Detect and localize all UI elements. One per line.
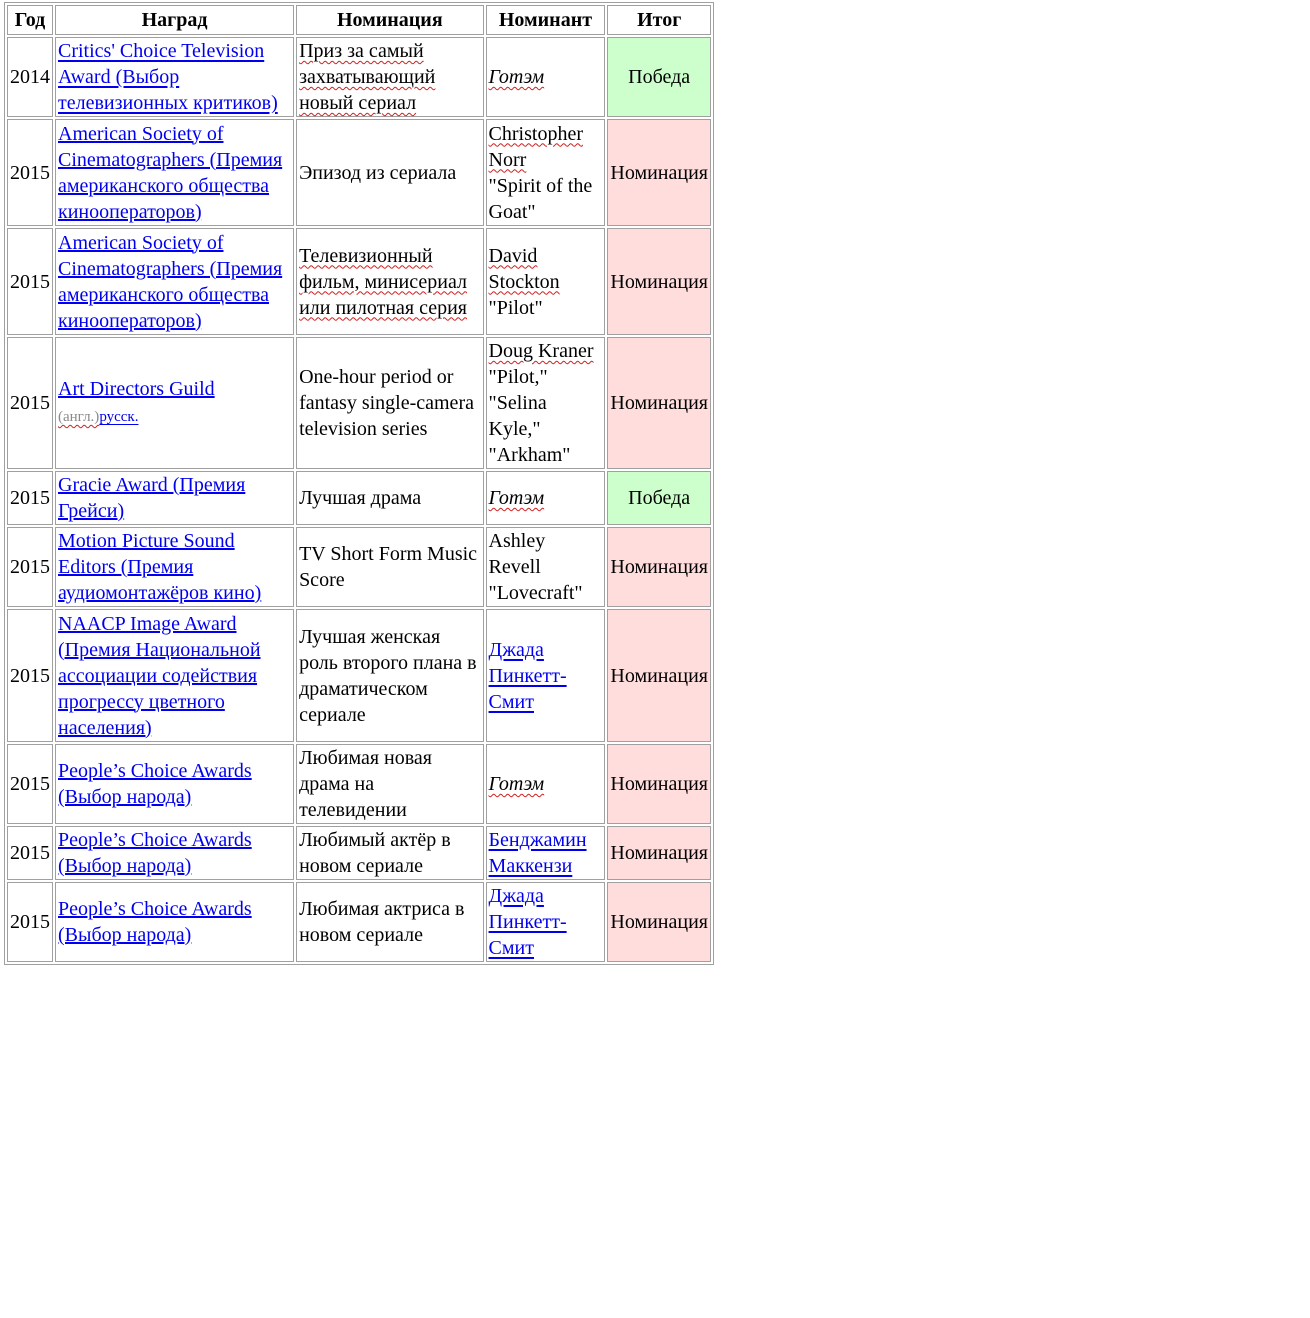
nominee-work: "Pilot" — [488, 296, 543, 319]
cell-nominee — [486, 228, 606, 335]
cell-year: 2015 — [7, 826, 53, 880]
table-row — [7, 228, 711, 335]
cell-nominee — [486, 882, 606, 962]
awards-table — [4, 2, 714, 965]
cell-nominee — [486, 744, 606, 824]
cell-category — [296, 37, 483, 117]
table-row — [7, 609, 711, 742]
cell-award — [55, 609, 294, 742]
cell-award — [55, 527, 294, 607]
cell-result: Номинация — [607, 826, 711, 880]
award-link[interactable]: People’s Choice Awards (Выбор народа) — [58, 898, 252, 946]
cell-category: Любимый актёр в новом сериале — [296, 826, 483, 880]
table-row — [7, 37, 711, 117]
nominee-title: Готэм — [488, 487, 545, 509]
award-link[interactable]: People’s Choice Awards (Выбор народа) — [58, 760, 252, 808]
nominee-link[interactable]: Джада Пинкетт-Смит — [488, 638, 567, 713]
nominee-work: "Spirit of the Goat" — [488, 174, 593, 223]
nominee-name: David Stockton — [488, 244, 560, 293]
award-link[interactable]: NAACP Image Award (Премия Национальной ассоциации содействия прогрессу цветного населения) — [58, 612, 261, 739]
cell-year: 2015 — [7, 609, 53, 742]
cell-category: Лучшая женская роль второго плана в драматическом сериале — [296, 609, 483, 742]
cell-result: Номинация — [607, 882, 711, 962]
nominee-work: "Lovecraft" — [488, 582, 583, 604]
cell-award — [55, 228, 294, 335]
award-link[interactable]: American Society of Cinematographers (Премия американского общества кинооператоров) — [58, 122, 283, 223]
cell-category: Любимая новая драма на телевидении — [296, 744, 483, 824]
table-row — [7, 527, 711, 607]
award-link[interactable]: Motion Picture Sound Editors (Премия аудиомонтажёров кино) — [58, 530, 262, 604]
cell-year: 2015 — [7, 119, 53, 226]
cell-nominee — [486, 119, 606, 226]
award-link[interactable]: Art Directors Guild — [58, 378, 215, 400]
header-nominee[interactable]: Номинант — [486, 5, 606, 35]
award-link[interactable]: American Society of Cinematographers (Премия американского общества кинооператоров) — [58, 231, 283, 332]
cell-nominee — [486, 609, 606, 742]
cell-award — [55, 826, 294, 880]
cell-award — [55, 119, 294, 226]
cell-year: 2015 — [7, 471, 53, 525]
cell-result: Номинация — [607, 119, 711, 226]
cell-category: One-hour period or fantasy single-camera television series — [296, 337, 483, 469]
cell-award — [55, 744, 294, 824]
header-row — [7, 5, 711, 35]
nominee-link[interactable]: Джада Пинкетт-Смит — [488, 885, 567, 959]
cell-year: 2015 — [7, 882, 53, 962]
cell-nominee — [486, 337, 606, 469]
table-row — [7, 826, 711, 880]
header-year[interactable]: Год — [7, 5, 53, 35]
table-row — [7, 744, 711, 824]
cell-category: Любимая актриса в новом сериале — [296, 882, 483, 962]
cell-result: Номинация — [607, 609, 711, 742]
award-link[interactable]: People’s Choice Awards (Выбор народа) — [58, 829, 252, 877]
award-link[interactable]: Critics' Choice Television Award (Выбор телевизионных критиков) — [58, 40, 278, 114]
ru-link[interactable]: русск. — [99, 409, 139, 425]
cell-category: Лучшая драма — [296, 471, 483, 525]
table-row — [7, 337, 711, 469]
cell-year: 2015 — [7, 744, 53, 824]
table-row — [7, 119, 711, 226]
nominee-title: Готэм — [488, 773, 545, 795]
lang-tag: (англ.) — [58, 409, 100, 425]
cell-result: Номинация — [607, 228, 711, 335]
nominee-name: Ashley Revell — [488, 530, 546, 578]
nominee-work: "Pilot," "Selina Kyle," "Arkham" — [488, 366, 571, 466]
cell-award — [55, 337, 294, 469]
table-row — [7, 882, 711, 962]
cell-award — [55, 37, 294, 117]
cell-result: Победа — [607, 37, 711, 117]
cell-nominee — [486, 527, 606, 607]
nominee-link[interactable]: Бенджамин Маккензи — [488, 829, 587, 877]
cell-award — [55, 882, 294, 962]
nominee-title: Готэм — [488, 66, 545, 88]
nominee-name: Doug Kraner — [488, 340, 594, 362]
award-link[interactable]: Gracie Award (Премия Грейси) — [58, 474, 246, 522]
cell-nominee — [486, 826, 606, 880]
cell-category: Эпизод из сериала — [296, 119, 483, 226]
cell-year: 2015 — [7, 527, 53, 607]
cell-year: 2015 — [7, 228, 53, 335]
cell-category — [296, 228, 483, 335]
header-result[interactable]: Итог — [607, 5, 711, 35]
cell-result: Номинация — [607, 337, 711, 469]
table-viewport — [0, 0, 714, 959]
category-text: Приз за самый захватывающий новый сериал — [299, 40, 436, 114]
cell-result: Номинация — [607, 527, 711, 607]
table-row — [7, 471, 711, 525]
nominee-name: Christopher Norr — [488, 122, 583, 171]
cell-year: 2014 — [7, 37, 53, 117]
cell-result: Номинация — [607, 744, 711, 824]
cell-result: Победа — [607, 471, 711, 525]
cell-year: 2015 — [7, 337, 53, 469]
cell-award — [55, 471, 294, 525]
header-category[interactable]: Номинация — [296, 5, 483, 35]
cell-nominee — [486, 37, 606, 117]
cell-category: TV Short Form Music Score — [296, 527, 483, 607]
category-text: Телевизионный фильм, минисериал или пилотная серия — [299, 244, 467, 319]
cell-nominee — [486, 471, 606, 525]
header-award[interactable]: Наград — [55, 5, 294, 35]
